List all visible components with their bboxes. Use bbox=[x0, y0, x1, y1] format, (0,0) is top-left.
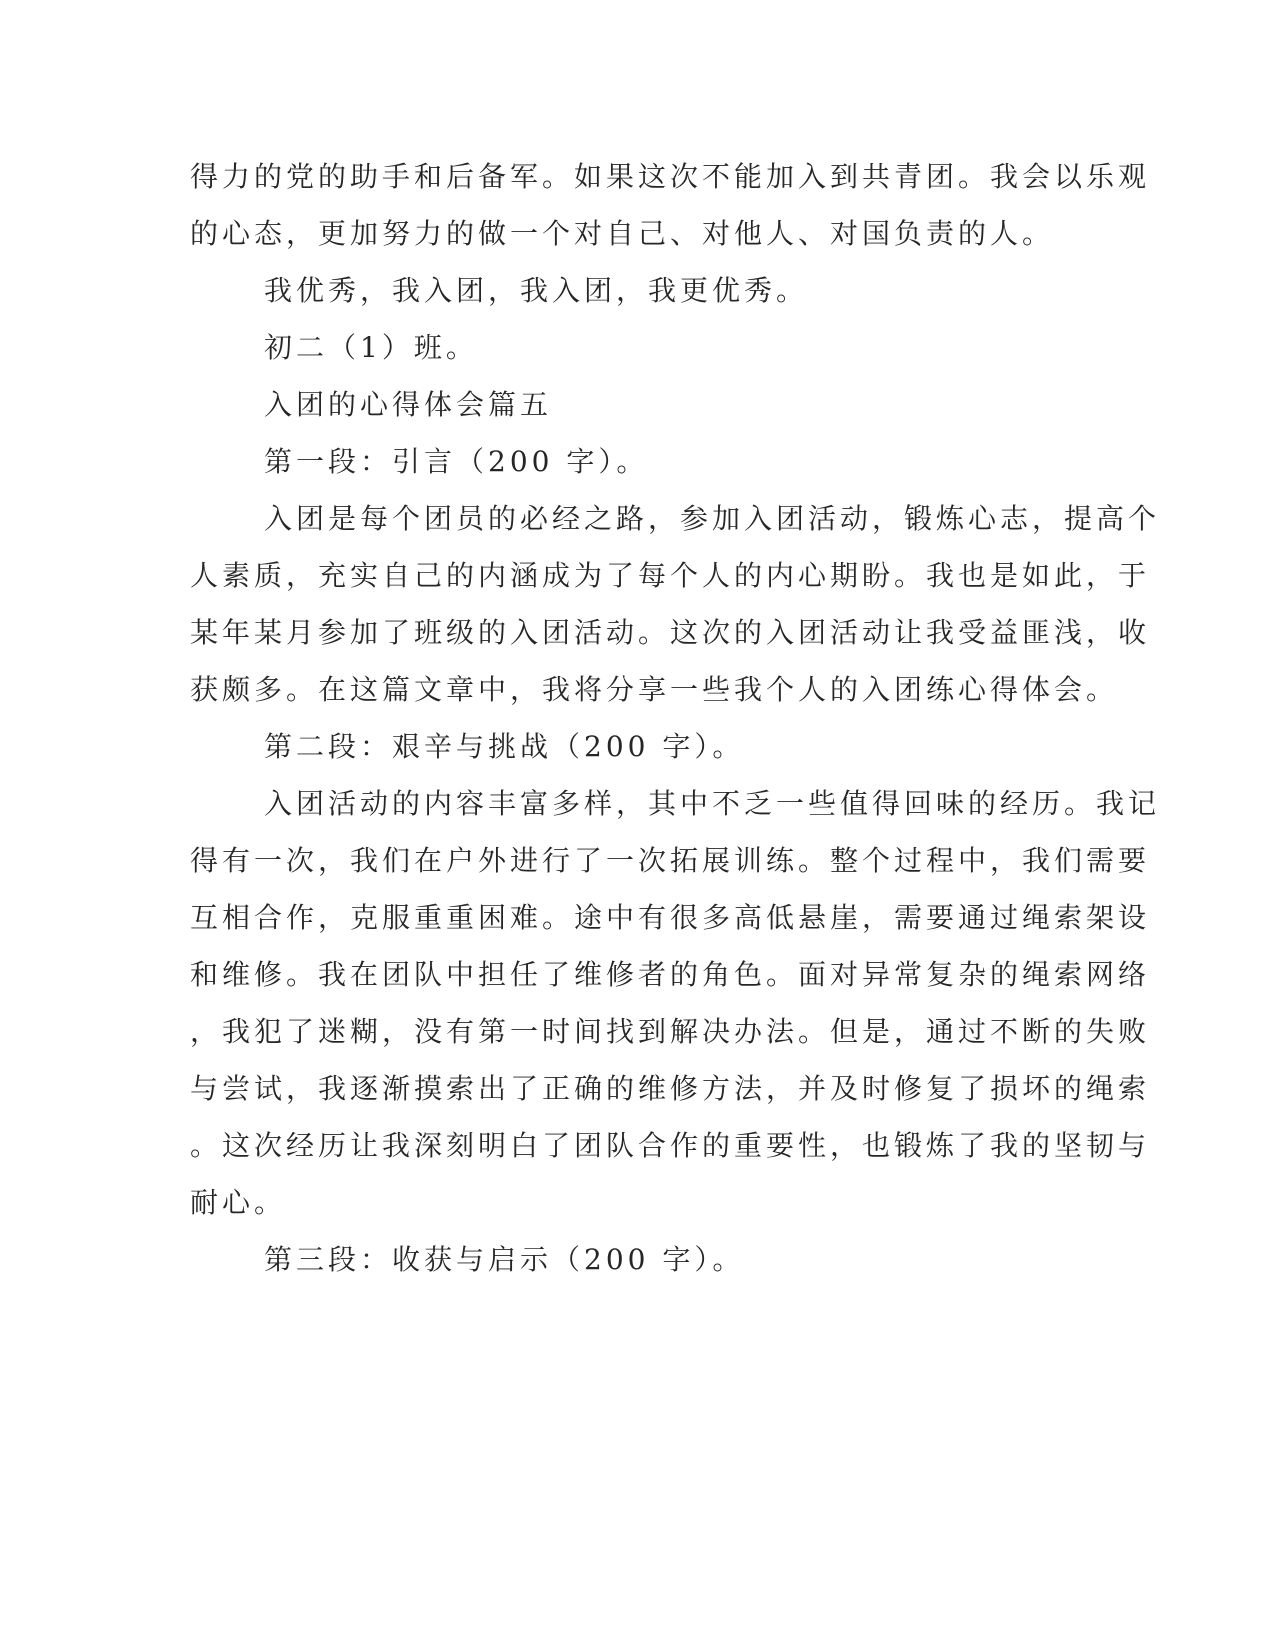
section-heading: 入团的心得体会篇五 bbox=[264, 388, 553, 421]
paragraph-line: 互相合作，克服重重困难。途中有很多高低悬崖，需要通过绳索架设 bbox=[190, 901, 1151, 934]
paragraph-line: 得有一次，我们在户外进行了一次拓展训练。整个过程中，我们需要 bbox=[190, 844, 1151, 877]
paragraph-line: 入团活动的内容丰富多样，其中不乏一些值得回味的经历。我记 bbox=[264, 787, 1161, 820]
paragraph-line: 耐心。 bbox=[190, 1186, 287, 1219]
paragraph-line: 和维修。我在团队中担任了维修者的角色。面对异常复杂的绳索网络 bbox=[190, 958, 1151, 991]
paragraph-line: 。这次经历让我深刻明白了团队合作的重要性，也锻炼了我的坚韧与 bbox=[190, 1129, 1151, 1162]
paragraph-line: 的心态，更加努力的做一个对自己、对他人、对国负责的人。 bbox=[190, 217, 1055, 250]
paragraph-line: 与尝试，我逐渐摸索出了正确的维修方法，并及时修复了损坏的绳索 bbox=[190, 1072, 1151, 1105]
paragraph-line: ，我犯了迷糊，没有第一时间找到解决办法。但是，通过不断的失败 bbox=[190, 1015, 1151, 1048]
paragraph-line: 得力的党的助手和后备军。如果这次不能加入到共青团。我会以乐观 bbox=[190, 160, 1151, 193]
paragraph-line: 某年某月参加了班级的入团活动。这次的入团活动让我受益匪浅，收 bbox=[190, 616, 1151, 649]
section-heading: 第二段：艰辛与挑战（200 字）。 bbox=[264, 730, 745, 763]
paragraph-line: 人素质，充实自己的内涵成为了每个人的内心期盼。我也是如此，于 bbox=[190, 559, 1151, 592]
section-heading: 第三段：收获与启示（200 字）。 bbox=[264, 1243, 745, 1276]
paragraph-line: 初二（1）班。 bbox=[264, 331, 478, 364]
section-heading: 第一段：引言（200 字）。 bbox=[264, 445, 649, 478]
paragraph-line: 入团是每个团员的必经之路，参加入团活动，锻炼心志，提高个 bbox=[264, 502, 1161, 535]
paragraph-line: 我优秀，我入团，我入团，我更优秀。 bbox=[264, 274, 809, 307]
paragraph-line: 获颇多。在这篇文章中，我将分享一些我个人的入团练心得体会。 bbox=[190, 673, 1119, 706]
